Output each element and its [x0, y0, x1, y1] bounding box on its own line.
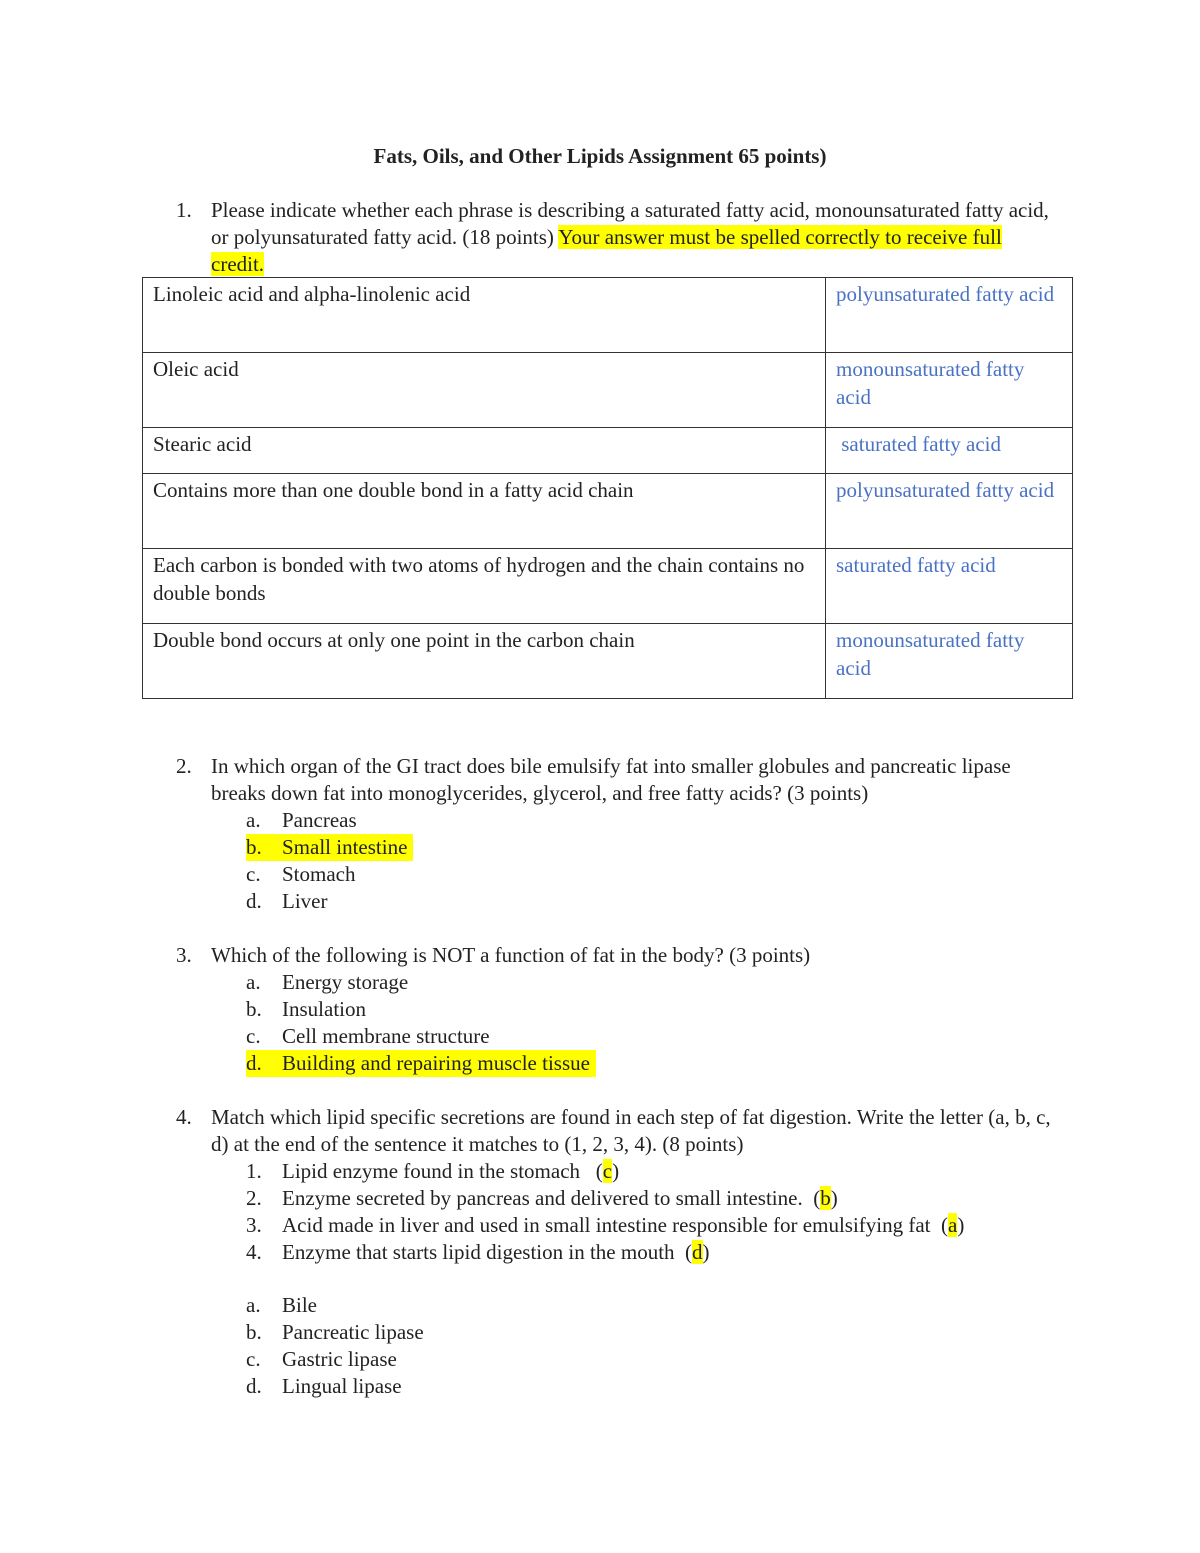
phrase-cell: Linoleic acid and alpha-linolenic acid [143, 278, 826, 353]
option-letter: b. [246, 835, 262, 859]
answer-cell[interactable]: monounsaturated fatty acid [826, 353, 1073, 428]
option-text: Insulation [282, 997, 366, 1021]
phrase-cell: Double bond occurs at only one point in the carbon chain [143, 624, 826, 699]
answer-cell[interactable]: saturated fatty acid [826, 549, 1073, 624]
option-letter: a. [246, 808, 261, 832]
option-b[interactable] [246, 996, 1056, 1023]
item-text: Lipid enzyme found in the stomach [282, 1159, 586, 1183]
table-row [143, 278, 1073, 353]
options-list [246, 969, 1056, 1077]
match-item: 2. Enzyme secreted by pancreas and delivered to small intestine. (b) [246, 1186, 838, 1210]
choice-text: Bile [282, 1293, 317, 1317]
option-letter: d. [246, 1051, 262, 1075]
choice-text: Gastric lipase [282, 1347, 397, 1371]
question-number: 1. [176, 198, 192, 222]
match-answer[interactable]: c [602, 1159, 613, 1183]
option-letter: d. [246, 889, 262, 913]
option-letter: b. [246, 997, 262, 1021]
option-c[interactable] [246, 861, 1056, 888]
question-4 [176, 1104, 1056, 1400]
choice-a [246, 1292, 1056, 1319]
options-list [246, 807, 1056, 915]
table-row [143, 353, 1073, 428]
option-a[interactable] [246, 807, 1056, 834]
table-row [143, 428, 1073, 474]
table-row [143, 549, 1073, 624]
table-row [143, 474, 1073, 549]
option-text: Pancreas [282, 808, 357, 832]
answer-cell[interactable]: monounsaturated fatty acid [826, 624, 1073, 699]
question-text: Match which lipid specific secretions are found in each step of fat digestion. Write the letter (a, b, c, d) at the end of the sentence it matches to (1, 2, 3, 4). (8 points) [211, 1105, 1051, 1156]
option-text: Small intestine [282, 835, 408, 859]
answer-table [142, 277, 1073, 699]
match-answer[interactable]: b [820, 1186, 831, 1210]
table-row [143, 624, 1073, 699]
choice-text: Pancreatic lipase [282, 1320, 424, 1344]
question-number: 4. [176, 1105, 192, 1129]
choice-letter: a. [246, 1293, 261, 1317]
choice-b [246, 1319, 1056, 1346]
choice-letter: b. [246, 1320, 262, 1344]
question-text: In which organ of the GI tract does bile emulsify fat into smaller globules and pancreatic lipase breaks down fat into monoglycerides, glycerol, and free fatty acids? (3 points) [211, 754, 1011, 805]
choice-text: Lingual lipase [282, 1374, 402, 1398]
match-answer[interactable]: a [948, 1213, 958, 1237]
answer-cell[interactable]: polyunsaturated fatty acid [826, 278, 1073, 353]
question-text: Which of the following is NOT a function of fat in the body? (3 points) [211, 943, 811, 967]
option-text: Liver [282, 889, 328, 913]
item-text: Acid made in liver and used in small intestine responsible for emulsifying fat [282, 1213, 936, 1237]
item-number: 4. [246, 1240, 262, 1264]
option-text: Building and repairing muscle tissue [282, 1051, 590, 1075]
item-number: 1. [246, 1159, 262, 1183]
item-text: Enzyme secreted by pancreas and delivered to small intestine. [282, 1186, 808, 1210]
option-text: Energy storage [282, 970, 409, 994]
option-c[interactable] [246, 1023, 1056, 1050]
question-number: 3. [176, 943, 192, 967]
answer-cell[interactable]: polyunsaturated fatty acid [826, 474, 1073, 549]
match-items [246, 1158, 1056, 1400]
question-2 [176, 753, 1056, 915]
document-title: Fats, Oils, and Other Lipids Assignment 65 points) [373, 144, 827, 168]
question-number: 2. [176, 754, 192, 778]
option-text: Cell membrane structure [282, 1024, 490, 1048]
item-text: Enzyme that starts lipid digestion in the mouth [282, 1240, 680, 1264]
match-item: 1. Lipid enzyme found in the stomach (c) [246, 1159, 620, 1183]
question-text [211, 197, 1056, 278]
question-3 [176, 942, 1056, 1077]
match-item: 4. Enzyme that starts lipid digestion in the mouth (d) [246, 1240, 710, 1264]
option-letter: a. [246, 970, 261, 994]
phrase-cell: Contains more than one double bond in a fatty acid chain [143, 474, 826, 549]
option-d[interactable] [246, 888, 1056, 915]
choice-letter: d. [246, 1374, 262, 1398]
phrase-cell: Oleic acid [143, 353, 826, 428]
option-text: Stomach [282, 862, 356, 886]
choice-d [246, 1373, 1056, 1400]
match-item: 3. Acid made in liver and used in small intestine responsible for emulsifying fat (a) [246, 1213, 965, 1237]
answer-cell[interactable]: saturated fatty acid [826, 428, 1073, 474]
choice-letter: c. [246, 1347, 261, 1371]
option-letter: c. [246, 1024, 261, 1048]
phrase-cell: Stearic acid [143, 428, 826, 474]
option-d-selected[interactable] [246, 1050, 596, 1077]
option-a[interactable] [246, 969, 1056, 996]
phrase-cell: Each carbon is bonded with two atoms of hydrogen and the chain contains no double bonds [143, 549, 826, 624]
option-letter: c. [246, 862, 261, 886]
question-prompt: Please indicate whether each phrase is describing a saturated fatty acid, monounsaturated fatty acid, or polyunsaturated fatty acid. (18 points) [211, 198, 1049, 249]
highlighted-instruction: Your answer must be spelled correctly to receive full credit. [211, 225, 1002, 276]
item-number: 3. [246, 1213, 262, 1237]
choice-c [246, 1346, 1056, 1373]
item-number: 2. [246, 1186, 262, 1210]
question-1 [176, 197, 1056, 278]
option-b-selected[interactable] [246, 834, 413, 861]
match-answer[interactable]: d [692, 1240, 703, 1264]
